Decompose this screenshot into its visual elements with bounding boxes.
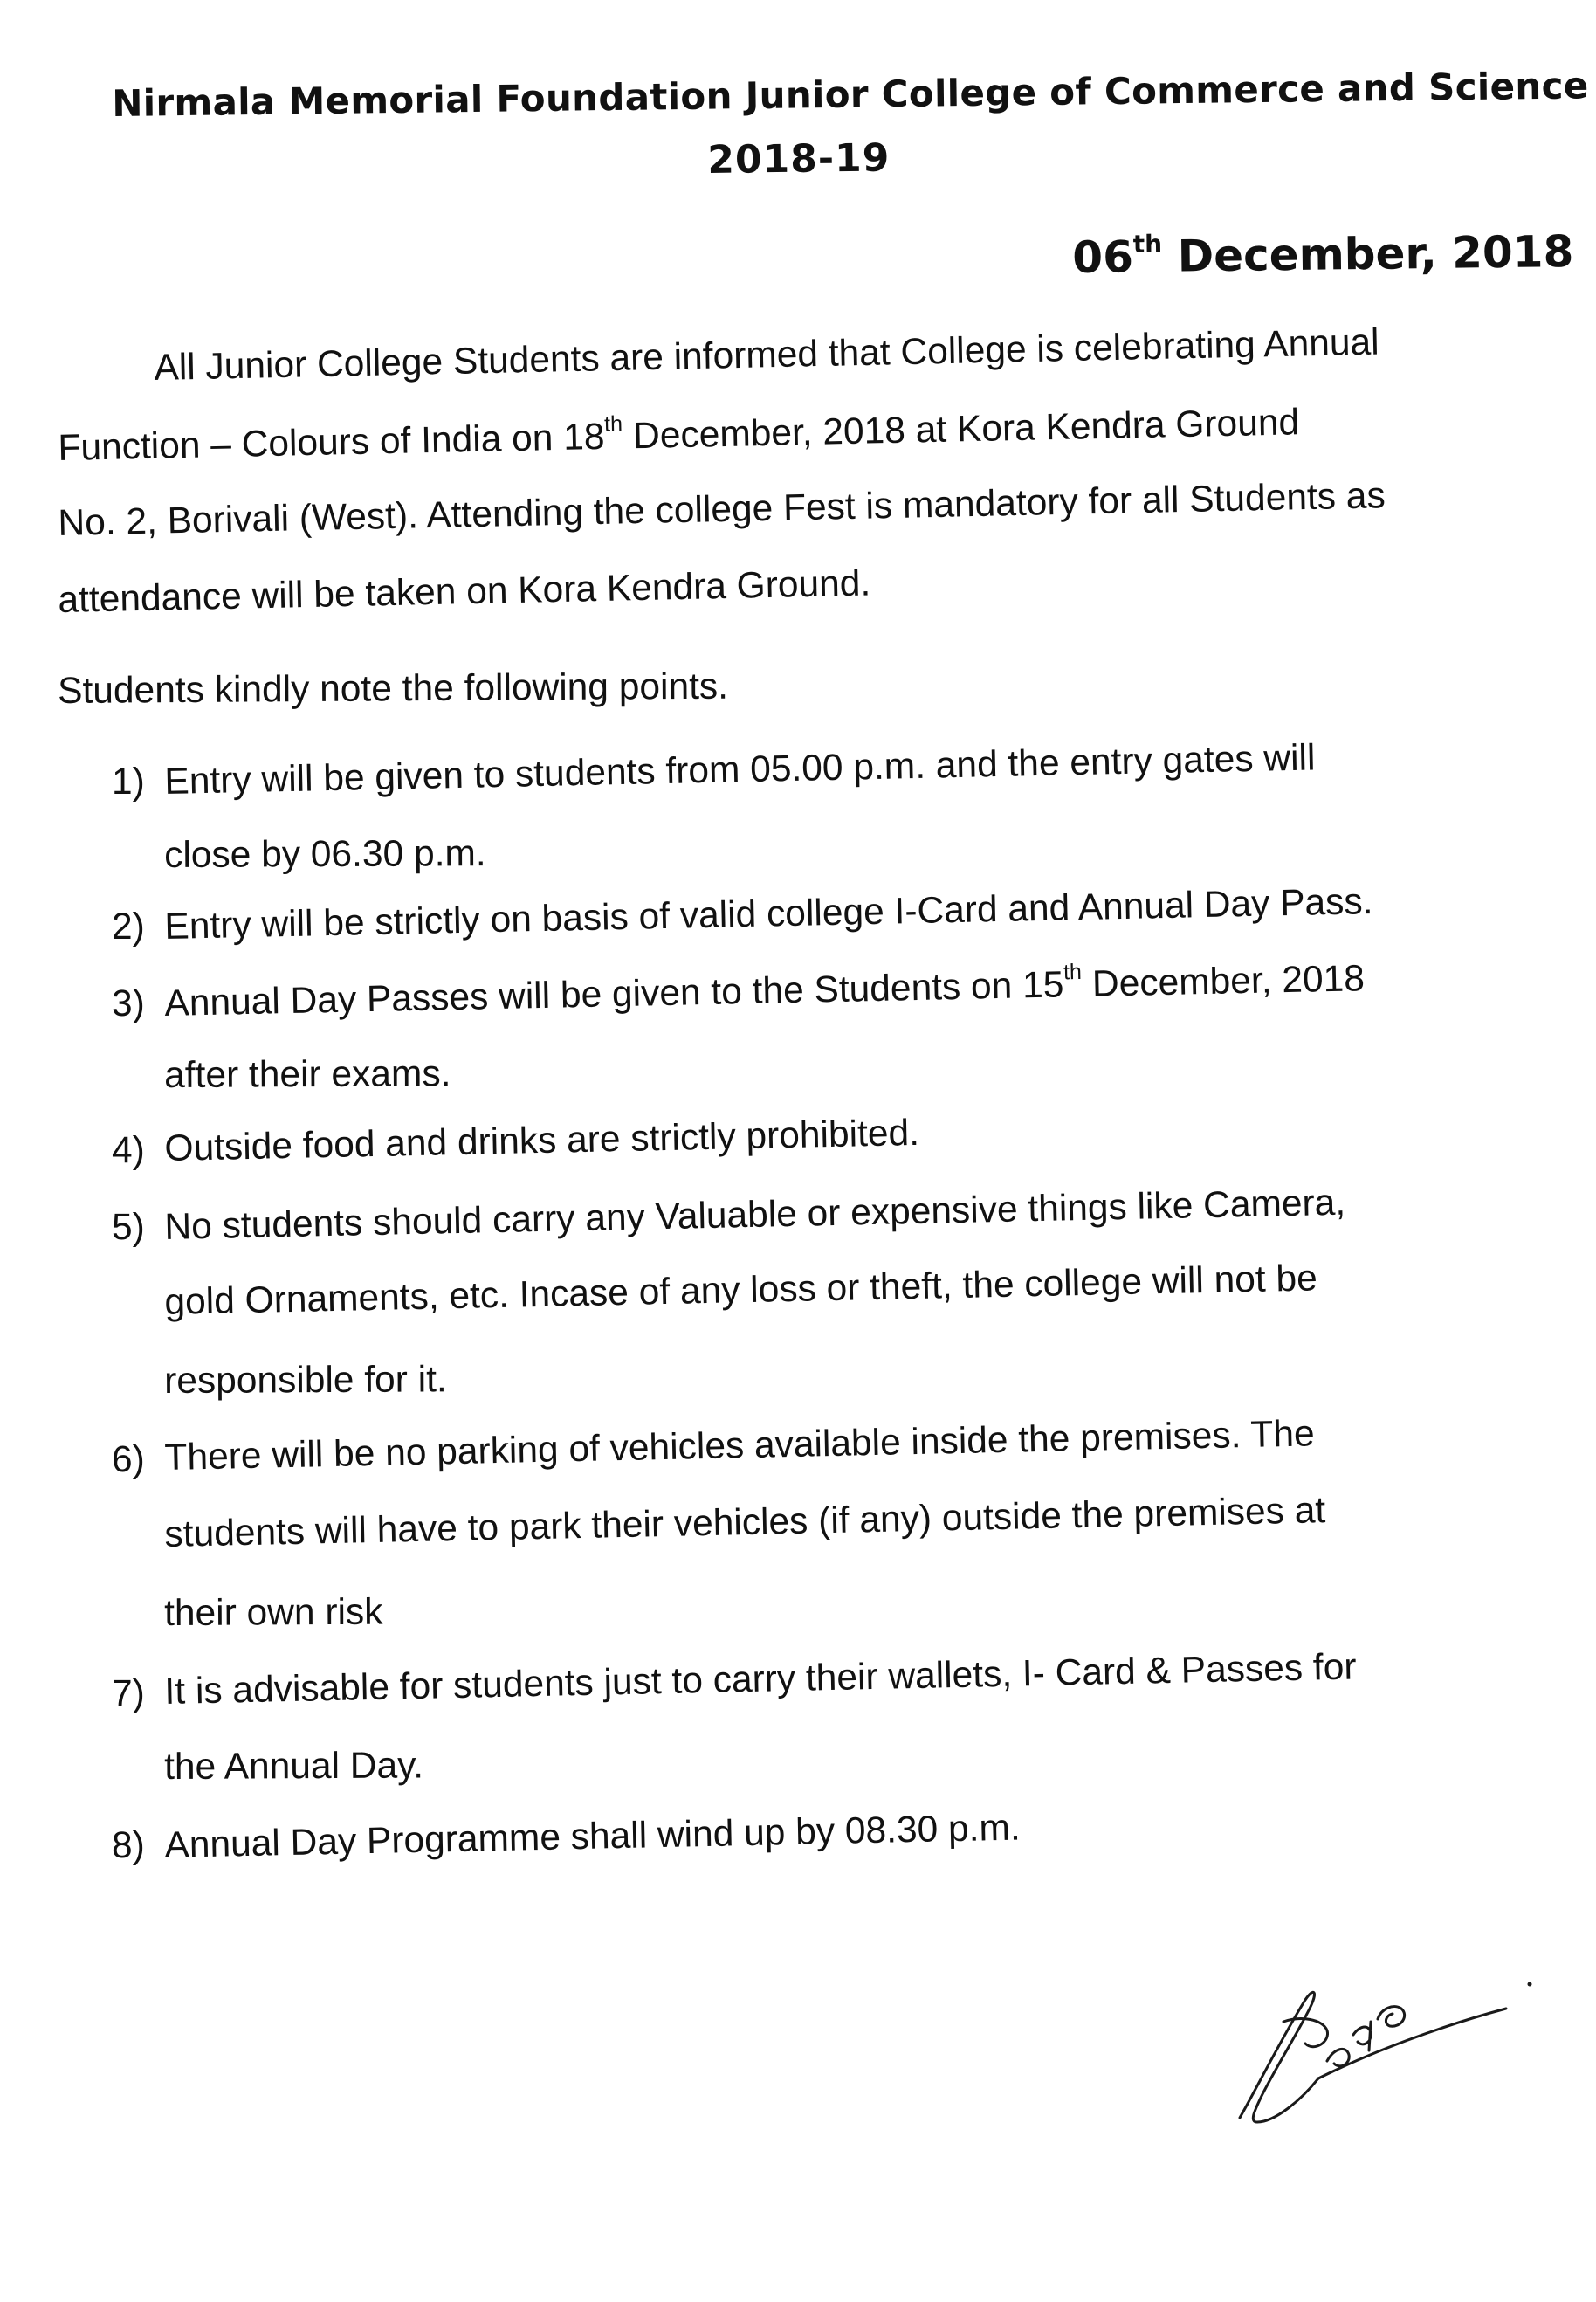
point-3-line-1	[164, 958, 1365, 1025]
point-5-line-1: No students should carry any Valuable or expensive things like Camera,	[164, 1182, 1346, 1248]
point-3-line-1b: December, 2018	[1081, 958, 1366, 1005]
point-7-line-1: It is advisable for students just to carry their wallets, I- Card & Passes for	[164, 1646, 1357, 1713]
point-5-line-3: responsible for it.	[164, 1359, 447, 1402]
intro-line-1: All Junior College Students are informed that College is celebrating Annual	[154, 321, 1380, 389]
point-3-line-1a: Annual Day Passes will be given to the Students on 15	[164, 964, 1064, 1024]
point-6-number: 6)	[112, 1439, 145, 1480]
point-7-number: 7)	[112, 1673, 145, 1714]
intro-line-2b: December, 2018 at Kora Kendra Ground	[622, 402, 1300, 458]
intro-line-2-sup: th	[603, 411, 623, 437]
point-6-line-3: their own risk	[164, 1591, 383, 1634]
date-day: 06	[1072, 231, 1134, 283]
date-suffix: th	[1132, 229, 1163, 259]
point-6-line-1: There will be no parking of vehicles available inside the premises. The	[164, 1413, 1316, 1478]
point-1-line-2: close by 06.30 p.m.	[164, 833, 486, 876]
point-5-line-2: gold Ornaments, etc. Incase of any loss or theft, the college will not be	[164, 1258, 1318, 1323]
notice-date	[1072, 226, 1574, 283]
point-3-line-2: after their exams.	[164, 1053, 451, 1096]
point-2-number: 2)	[112, 906, 145, 948]
point-3-sup: th	[1063, 959, 1083, 985]
date-rest: December, 2018	[1161, 225, 1574, 282]
point-1-line-1: Entry will be given to students from 05.00 p.m. and the entry gates will	[164, 737, 1316, 803]
signature-mark	[1222, 1939, 1537, 2140]
point-8-line-1: Annual Day Programme shall wind up by 08.30 p.m.	[164, 1807, 1022, 1866]
point-4-number: 4)	[112, 1130, 145, 1171]
academic-year: 2018-19	[707, 135, 891, 183]
intro-line-3: No. 2, Borivali (West). Attending the college Fest is mandatory for all Students as	[58, 475, 1386, 544]
point-6-line-2: students will have to park their vehicles (if any) outside the premises at	[164, 1490, 1326, 1555]
institution-title: Nirmala Memorial Foundation Junior College of Commerce and Science	[112, 64, 1589, 125]
point-2-line-1: Entry will be strictly on basis of valid college I-Card and Annual Day Pass.	[164, 881, 1373, 948]
point-1-number: 1)	[112, 762, 145, 803]
point-3-number: 3)	[112, 983, 145, 1024]
intro-line-4: attendance will be taken on Kora Kendra Ground.	[58, 562, 871, 621]
point-4-line-1: Outside food and drinks are strictly prohibited.	[164, 1112, 920, 1169]
point-7-line-2: the Annual Day.	[164, 1745, 424, 1788]
intro-line-2a: Function – Colours of India on 18	[58, 416, 605, 469]
points-intro: Students kindly note the following points.	[58, 665, 729, 712]
intro-line-2	[58, 402, 1300, 470]
point-8-number: 8)	[112, 1825, 145, 1866]
point-5-number: 5)	[112, 1207, 145, 1248]
